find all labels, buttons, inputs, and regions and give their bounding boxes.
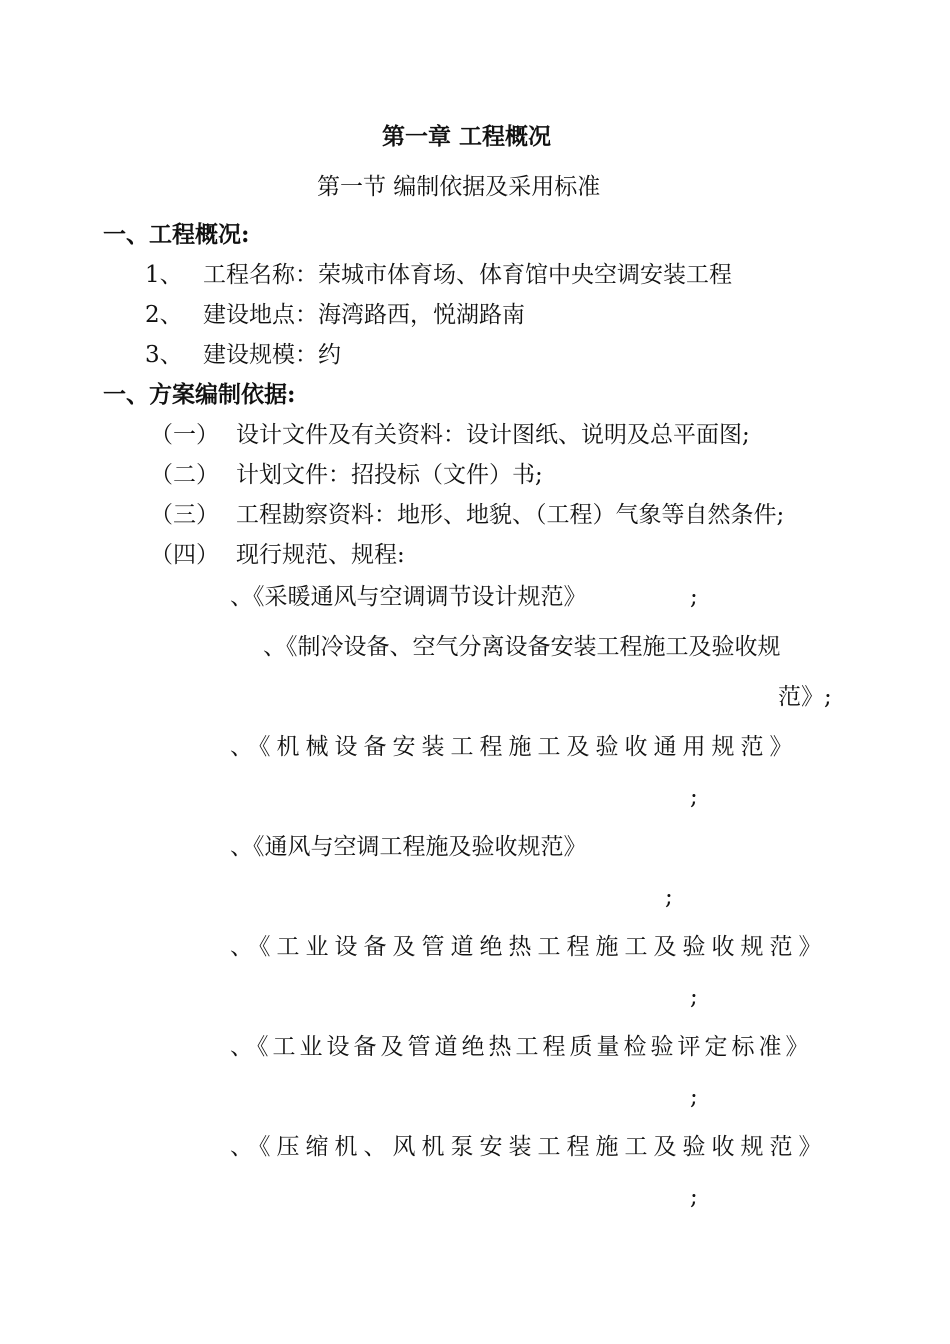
basis-item-num: （二） (150, 462, 219, 488)
standard-item: 、《制冷设备、空气分离设备安装工程施工及验收规 (263, 634, 781, 660)
overview-item-text: 建设地点：海湾路西，悦湖路南 (203, 302, 525, 328)
standard-semicolon: ; (665, 884, 673, 910)
section-title: 第一节 编制依据及采用标准 (317, 174, 601, 200)
chapter-title: 第一章 工程概况 (382, 123, 552, 150)
basis-item-text: 工程勘察资料：地形、地貌、（工程）气象等自然条件; (236, 502, 785, 528)
standard-item: 、《工业设备及管道绝热工程施工及验收规范》 (230, 934, 828, 960)
standard-semicolon: ; (690, 984, 698, 1010)
overview-item-num: 1、 (145, 262, 183, 288)
standard-item: 、《通风与空调工程施及验收规范》 (230, 834, 587, 860)
standard-item-continuation: 范》; (778, 684, 832, 710)
standard-item: 、《工业设备及管道绝热工程质量检验评定标准》 (230, 1034, 813, 1060)
basis-item-num: （三） (150, 502, 219, 528)
basis-item-num: （一） (150, 422, 219, 448)
overview-item-text: 工程名称：荣城市体育场、体育馆中央空调安装工程 (203, 262, 732, 288)
standard-item: 、《机械设备安装工程施工及验收通用规范》 (230, 734, 799, 760)
standard-semicolon: ; (690, 584, 698, 610)
overview-item-text: 建设规模：约 (203, 342, 341, 368)
basis-item-text: 计划文件：招投标（文件）书; (236, 462, 543, 488)
basis-item-num: （四） (150, 542, 219, 568)
overview-heading: 一、工程概况: (103, 221, 250, 248)
standard-item: 、《压缩机、风机泵安装工程施工及验收规范》 (230, 1134, 828, 1160)
standard-semicolon: ; (690, 784, 698, 810)
basis-item-text: 设计文件及有关资料：设计图纸、说明及总平面图; (236, 422, 750, 448)
basis-heading: 一、方案编制依据: (103, 381, 296, 408)
overview-item-num: 2、 (145, 302, 183, 328)
basis-item-text: 现行规范、规程: (236, 542, 405, 568)
standard-semicolon: ; (690, 1084, 698, 1110)
standard-item: 、《采暖通风与空调调节设计规范》 (230, 584, 587, 610)
standard-semicolon: ; (690, 1184, 698, 1210)
overview-item-num: 3、 (145, 342, 183, 368)
